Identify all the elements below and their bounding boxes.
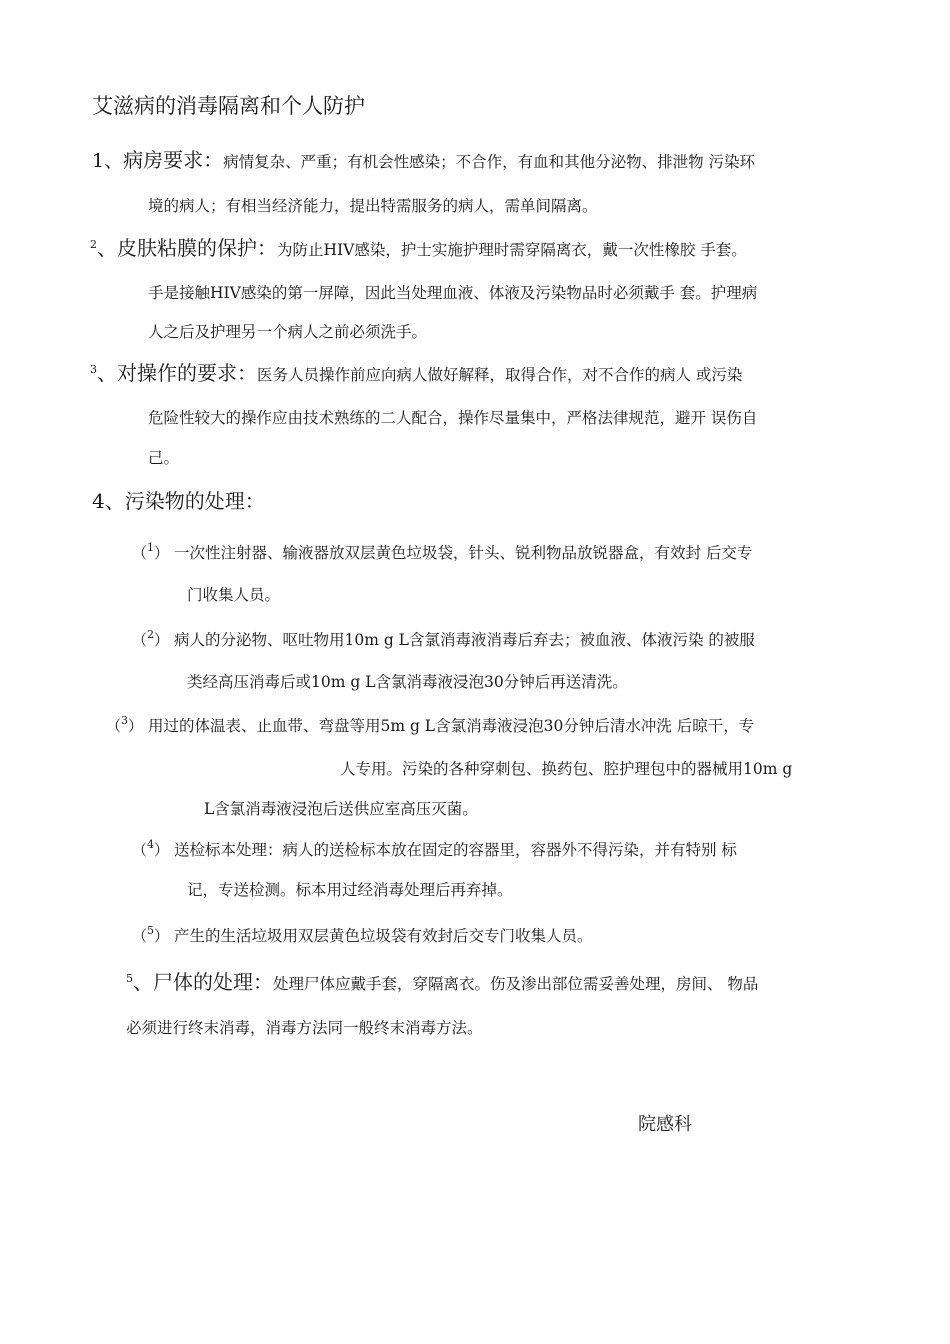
item-1-line-1	[132, 543, 752, 565]
item-3-close-paren: ）	[128, 717, 144, 735]
section-1-number: 1、	[92, 150, 124, 172]
section-1-line-2: 境的病人；有相当经济能力，提出特需服务的病人，需单间隔离。	[148, 197, 598, 215]
section-2-line-3: 人之后及护理另一个病人之前必须洗手。	[148, 323, 428, 341]
section-5-text-1: 处理尸体应戴手套，穿隔离衣。伤及渗出部位需妥善处理，房间、 物品	[273, 975, 759, 993]
item-2-open-paren: （	[132, 631, 148, 649]
item-3-text-1: 用过的体温表、止血带、弯盘等用5m g L含氯消毒液浸泡30分钟后清水冲洗 后晾干，专	[147, 717, 755, 735]
section-2-line-1	[90, 238, 747, 262]
section-2-line-2: 手是接触HIV感染的第一屏障，因此当处理血液、体液及污染物品时必须戴手 套。护理病	[148, 284, 758, 302]
item-3-line-1	[106, 716, 754, 738]
section-5-line-1	[126, 972, 758, 996]
item-4-text-1: 送检标本处理：病人的送检标本放在固定的容器里，容器外不得污染，并有特别 标	[173, 841, 737, 859]
item-2-close-paren: ）	[154, 631, 170, 649]
section-3-separator: 、	[97, 361, 117, 385]
section-3-line-1	[90, 363, 742, 387]
section-3-line-3: 己。	[148, 449, 180, 467]
section-1-text-1: 病情复杂、严重；有机会性感染；不合作，有血和其他分泌物、排泄物 污染环	[223, 153, 756, 171]
section-3-line-2: 危险性较大的操作应由技术熟练的二人配合，操作尽量集中，严格法律规范，避开 误伤自	[148, 409, 758, 427]
item-2-line-1	[132, 630, 755, 652]
item-1-close-paren: ）	[154, 544, 170, 562]
item-4-open-paren: （	[132, 841, 148, 859]
item-5-close-paren: ）	[154, 927, 170, 945]
item-5-line-1	[132, 926, 592, 948]
item-5-number: 5	[147, 924, 155, 937]
item-4-line-2: 记，专送检测。标本用过经消毒处理后再弃掉。	[187, 881, 513, 899]
item-2-line-2: 类经高压消毒后或10m g L含氯消毒液浸泡30分钟后再送清洗。	[187, 673, 628, 691]
item-2-number: 2	[147, 628, 155, 641]
item-5-open-paren: （	[132, 927, 148, 945]
section-2-number: 2	[90, 238, 97, 251]
section-1-heading: 病房要求：	[123, 148, 224, 172]
item-1-text-1: 一次性注射器、输液器放双层黄色垃圾袋，针头、锐利物品放锐器盒，有效封 后交专	[173, 544, 753, 562]
item-4-number: 4	[147, 838, 155, 851]
item-3-number: 3	[121, 714, 129, 727]
item-3-open-paren: （	[106, 717, 122, 735]
item-3-line-2: 人专用。污染的各种穿刺包、换药包、腔护理包中的器械用10m g	[340, 760, 793, 778]
section-5-line-2: 必须进行终末消毒，消毒方法同一般终末消毒方法。	[126, 1019, 483, 1037]
section-1-line-1	[92, 150, 755, 172]
section-2-text-1: 为防止HIV感染，护士实施护理时需穿隔离衣，戴一次性橡胶 手套。	[277, 241, 747, 259]
item-3-line-3: L含氯消毒液浸泡后送供应室高压灭菌。	[204, 800, 478, 818]
section-3-text-1: 医务人员操作前应向病人做好解释，取得合作，对不合作的病人 或污染	[257, 366, 743, 384]
item-5-text-1: 产生的生活垃圾用双层黄色垃圾袋有效封后交专门收集人员。	[173, 927, 593, 945]
section-2-separator: 、	[97, 236, 117, 260]
page-title: 艾滋病的消毒隔离和个人防护	[92, 94, 365, 118]
section-4-heading: 4、污染物的处理：	[92, 489, 265, 513]
item-4-line-1	[132, 840, 737, 862]
signature: 院感科	[638, 1114, 692, 1135]
section-5-number: 5	[126, 972, 133, 985]
item-4-close-paren: ）	[154, 841, 170, 859]
item-2-text-1: 病人的分泌物、呕吐物用10m g L含氯消毒液消毒后弃去；被血液、体液污染 的被服	[173, 631, 755, 649]
section-2-heading: 皮肤粘膜的保护：	[117, 236, 277, 260]
item-1-line-2: 门收集人员。	[187, 586, 281, 604]
section-5-separator: 、	[133, 970, 153, 994]
item-1-open-paren: （	[132, 544, 148, 562]
item-1-number: 1	[147, 541, 155, 554]
section-3-number: 3	[90, 363, 97, 376]
section-5-heading: 尸体的处理：	[153, 970, 273, 994]
section-3-heading: 对操作的要求：	[117, 361, 257, 385]
